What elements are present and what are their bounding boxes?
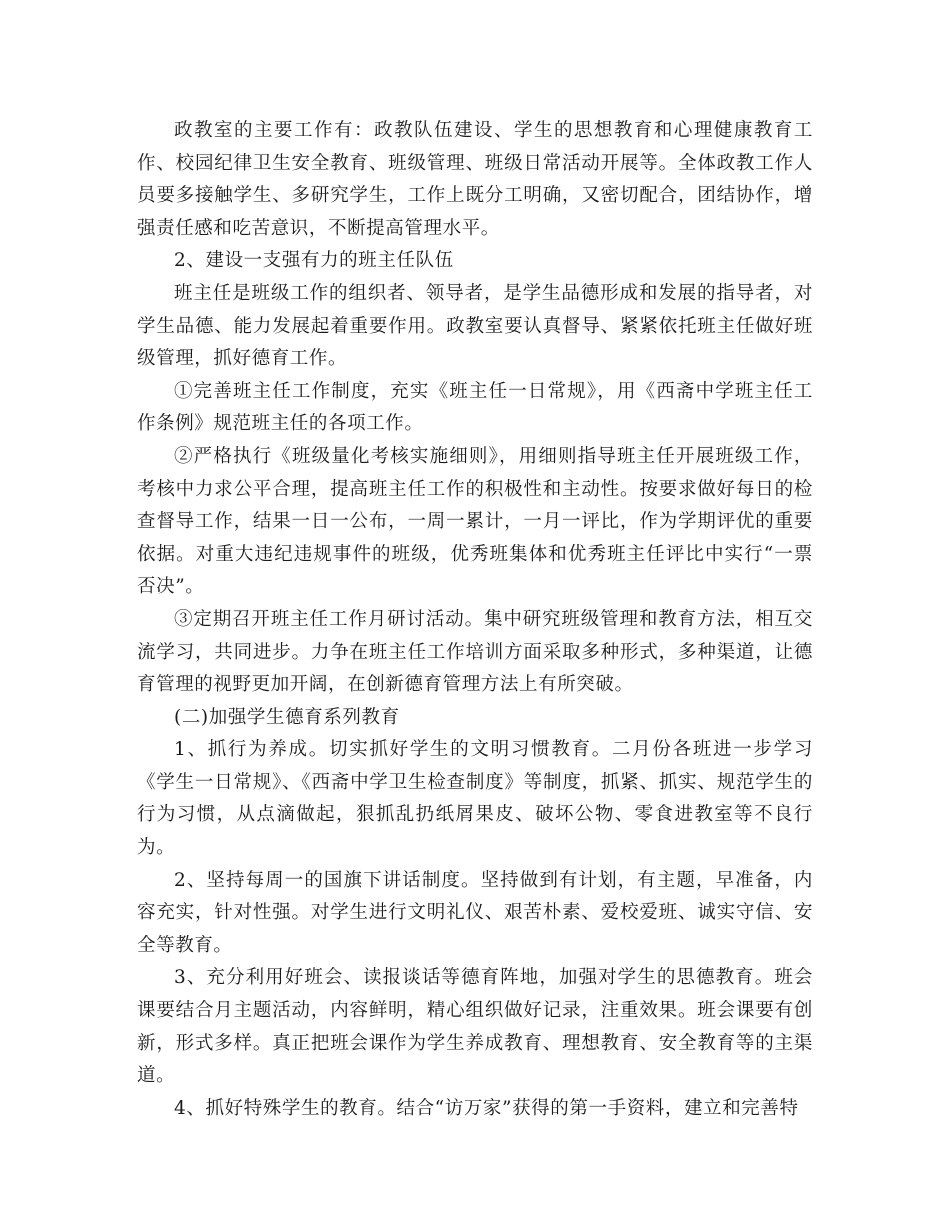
heading-moral-education: (二)加强学生德育系列教育 — [174, 706, 400, 728]
paragraph-point-1: 1、抓行为养成。切实抓好学生的文明习惯教育。二月份各班进一步学习《学生一日常规》、《西斋中学卫生检查制度》等制度，抓紧、抓实、规范学生的行为习惯，从点滴做起，狠抓乱扔纸屑果皮、破坏公物、零食进教室等不良行为。 — [137, 739, 813, 859]
paragraph-point-2: 2、坚持每周一的国旗下讲话制度。坚持做到有计划，有主题，早准备，内容充实，针对性强。对学生进行文明礼仪、艰苦朴素、爱校爱班、诚实守信、安全等教育。 — [137, 869, 813, 956]
heading-build-teacher-team: 2、建设一支强有力的班主任队伍 — [174, 250, 454, 272]
paragraph-duties: 政教室的主要工作有：政教队伍建设、学生的思想教育和心理健康教育工作、校园纪律卫生安全教育、班级管理、班级日常活动开展等。全体政教工作人员要多接触学生、多研究学生，工作上既分工明确，又密切配合，团结协作，增强责任感和吃苦意识，不断提高管理水平。 — [137, 120, 813, 239]
paragraph-teacher-role: 班主任是班级工作的组织者、领导者，是学生品德形成和发展的指导者，对学生品德、能力发展起着重要作用。政教室要认真督导、紧紧依托班主任做好班级管理，抓好德育工作。 — [137, 282, 813, 370]
paragraph-point-3: 3、充分利用好班会、读报谈话等德育阵地，加强对学生的思德教育。班会课要结合月主题活动，内容鲜明，精心组织做好记录，注重效果。班会课要有创新，形式多样。真正把班会课作为学生养成教育、理想教育、安全教育等的主渠道。 — [137, 967, 813, 1087]
paragraph-item-3: ③定期召开班主任工作月研讨活动。集中研究班级管理和教育方法，相互交流学习，共同进步。力争在班主任工作培训方面采取多种形式，多种渠道，让德育管理的视野更加开阔，在创新德育管理方法上有所突破。 — [137, 608, 813, 696]
paragraph-point-4: 4、抓好特殊学生的教育。结合“访万家”获得的第一手资料，建立和完善特 — [174, 1097, 799, 1119]
document-body — [137, 115, 813, 1125]
paragraph-item-1: ①完善班主任工作制度，充实《班主任一日常规》，用《西斋中学班主任工作条例》规范班主任的各项工作。 — [137, 380, 813, 435]
paragraph-item-2: ②严格执行《班级量化考核实施细则》，用细则指导班主任开展班级工作，考核中力求公平合理，提高班主任工作的积极性和主动性。按要求做好每日的检查督导工作，结果一日一公布，一周一累计，一月一评比，作为学期评优的重要依据。对重大违纪违规事件的班级，优秀班集体和优秀班主任评比中实行“一票否决”。 — [137, 445, 813, 598]
